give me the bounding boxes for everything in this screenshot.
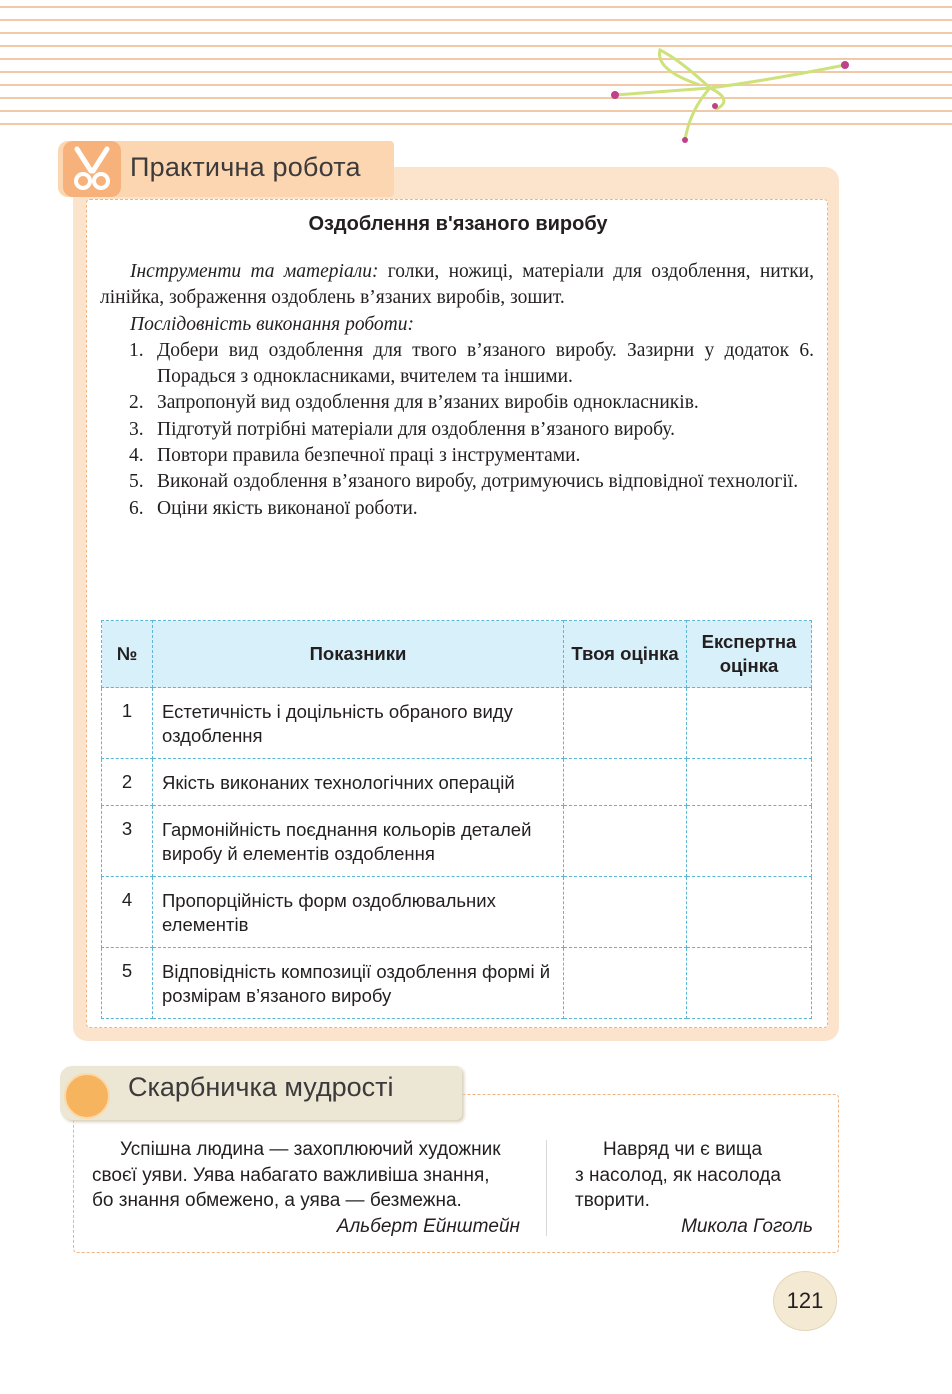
row-indicator: Відповідність композиції оздоблення формі й розмірам в’язаного виробу xyxy=(153,948,564,1019)
own-score-cell[interactable] xyxy=(564,688,687,759)
expert-score-cell[interactable] xyxy=(687,759,812,806)
page-number: 121 xyxy=(786,1288,824,1313)
tools-paragraph xyxy=(100,259,814,312)
steps-list xyxy=(100,338,814,522)
row-number: 2 xyxy=(102,759,153,806)
own-score-cell[interactable] xyxy=(564,877,687,948)
list-item: 5. Виконай оздоблення в’язаного виробу, дотримуючись відповідної технології. xyxy=(129,471,799,493)
own-score-cell[interactable] xyxy=(564,948,687,1019)
expert-score-cell[interactable] xyxy=(687,877,812,948)
quote-line: творити. xyxy=(575,1190,650,1211)
table-row xyxy=(102,688,812,759)
scissors-icon xyxy=(63,141,121,197)
practical-work-heading: Практична робота xyxy=(130,152,361,182)
own-score-cell[interactable] xyxy=(564,806,687,877)
quote-line: Навряд чи є вища xyxy=(603,1139,763,1160)
list-item: 4. Повтори правила безпечної праці з інструментами. xyxy=(129,445,581,467)
sequence-label: Послідовність виконання роботи: xyxy=(130,313,414,335)
row-indicator: Гармонійність поєднання кольорів деталей виробу й елементів оздоблення xyxy=(153,806,564,877)
expert-score-cell[interactable] xyxy=(687,688,812,759)
table-header-row xyxy=(102,621,812,688)
quote-author: Микола Гоголь xyxy=(681,1215,813,1237)
row-indicator: Естетичність і доцільність обраного виду оздоблення xyxy=(153,688,564,759)
list-item: 3. Підготуй потрібні матеріали для оздоблення в’язаного виробу. xyxy=(129,418,675,440)
quote-einstein xyxy=(92,1137,520,1239)
row-number: 3 xyxy=(102,806,153,877)
quote-divider xyxy=(546,1140,547,1236)
own-score-cell[interactable] xyxy=(564,759,687,806)
wisdom-heading: Скарбничка мудрості xyxy=(128,1072,394,1102)
quote-line: бо знання обмежено, а уява — безмежна. xyxy=(92,1190,462,1211)
coin-icon xyxy=(64,1073,110,1119)
quote-line: своєї уяви. Уява набагато важливіша знання, xyxy=(92,1164,490,1186)
expert-score-cell[interactable] xyxy=(687,806,812,877)
table-row xyxy=(102,806,812,877)
row-number: 5 xyxy=(102,948,153,1019)
header-indicators: Показники xyxy=(153,621,564,688)
tools-label: Інструменти та матеріали: xyxy=(130,261,379,282)
row-indicator: Пропорційність форм оздоблювальних елементів xyxy=(153,877,564,948)
work-title: Оздоблення в'язаного виробу xyxy=(308,213,608,235)
ribbon-bow-icon xyxy=(600,40,860,150)
row-number: 1 xyxy=(102,688,153,759)
quote-line: з насолод, як насолода xyxy=(575,1164,781,1186)
list-item: 6. Оціни якість виконаної роботи. xyxy=(129,497,418,519)
table-row xyxy=(102,877,812,948)
quote-author: Альберт Ейнштейн xyxy=(336,1215,520,1237)
evaluation-table xyxy=(101,620,812,1019)
header-own-score: Твоя оцінка xyxy=(564,621,687,688)
list-item: 1. Добери вид оздоблення для твого в’язаного виробу. Зазирни у додаток 6. Порадься з однокласниками, вчителем та іншими. xyxy=(129,339,814,388)
list-item: 2. Запропонуй вид оздоблення для в’язаних виробів однокласників. xyxy=(129,392,699,414)
header-expert-score: Експертна оцінка xyxy=(687,621,812,688)
instructions-text xyxy=(100,259,814,522)
table-row xyxy=(102,759,812,806)
quote-line: Успішна людина — захоплюючий художник xyxy=(120,1139,501,1160)
expert-score-cell[interactable] xyxy=(687,948,812,1019)
table-row xyxy=(102,948,812,1019)
tools-text: голки, ножиці, матеріали для оздоблення, нитки, лінійка, зображення оздоблень в’язаних виробів, зошит. xyxy=(100,261,814,309)
row-indicator: Якість виконаних технологічних операцій xyxy=(153,759,564,806)
quote-gogol xyxy=(575,1137,813,1239)
page-number-badge xyxy=(773,1271,837,1331)
header-num: № xyxy=(102,621,153,688)
row-number: 4 xyxy=(102,877,153,948)
